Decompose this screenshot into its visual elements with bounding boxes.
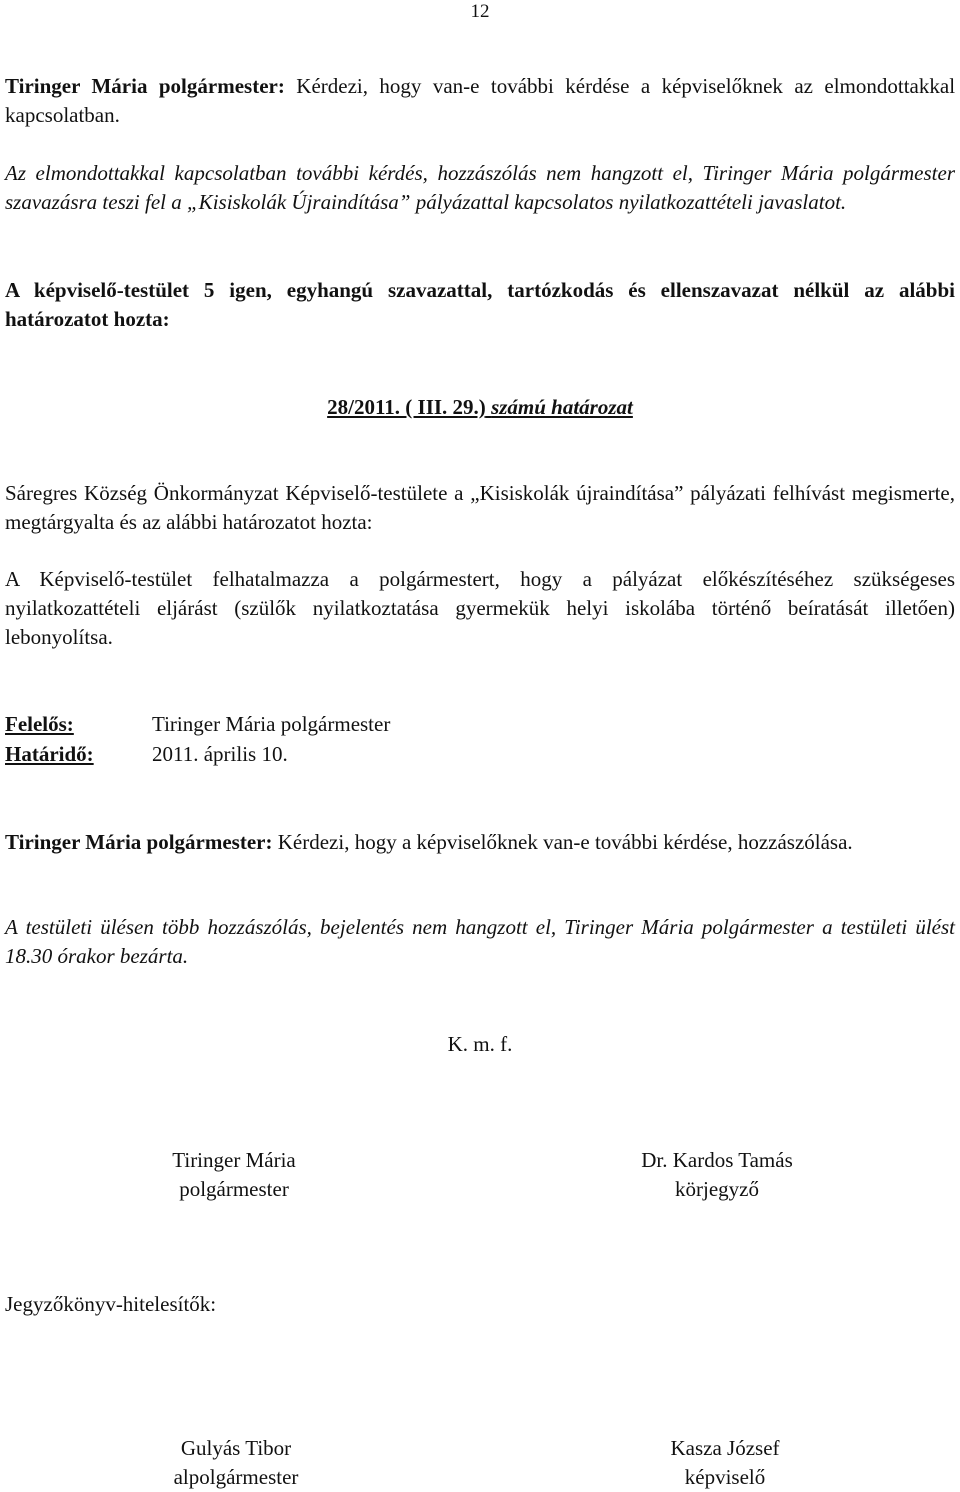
resolution-suffix: számú határozat [491, 395, 633, 419]
signature-notary [567, 1146, 867, 1204]
paragraph-resolution-intro: Sáregres Község Önkormányzat Képviselő-testülete a „Kisiskolák újraindítása” pályázati felhívást megismerte, megtárgyalta és az alábbi határozatot hozta: [5, 481, 955, 534]
resolution-number: 28/2011. ( III. 29.) [327, 395, 486, 419]
signature-mayor [84, 1146, 384, 1204]
responsible-value: Tiringer Mária polgármester [152, 712, 391, 736]
signature-deputy-mayor [86, 1434, 386, 1492]
speaker-name: Tiringer Mária polgármester: [5, 74, 285, 98]
speaker-name: Tiringer Mária polgármester: [5, 830, 273, 854]
kmf-label: K. m. f. [447, 1032, 513, 1056]
signature-role: polgármester [179, 1177, 289, 1201]
page-number: 12 [470, 1, 490, 22]
resolution-title [0, 393, 960, 422]
paragraph-meeting-closed: A testületi ülésen több hozzászólás, bejelentés nem hangzott el, Tiringer Mária polgármester a testületi ülést 18.30 órakor bezárta. [5, 915, 955, 968]
paragraph-vote-result: A képviselő-testület 5 igen, egyhangú szavazattal, tartózkodás és ellenszavazat nélkül az alábbi határozatot hozta: [5, 278, 955, 331]
responsible-label: Felelős: [5, 712, 74, 736]
signature-role: képviselő [684, 1465, 766, 1489]
signature-name: Gulyás Tibor [180, 1436, 292, 1460]
signature-name: Kasza József [670, 1436, 780, 1460]
deadline-label: Határidő: [5, 742, 94, 766]
paragraph-mayor-question [5, 72, 955, 130]
paragraph-vote-proposal: Az elmondottakkal kapcsolatban további kérdés, hozzászólás nem hangzott el, Tiringer Mária polgármester szavazásra teszi fel a „Kisiskolák Újraindítása” pályázattal kapcsolatos nyilatkozattételi javaslatot. [5, 161, 955, 214]
signature-role: alpolgármester [173, 1465, 299, 1489]
signature-name: Dr. Kardos Tamás [641, 1148, 793, 1172]
signature-name: Tiringer Mária [172, 1148, 296, 1172]
paragraph-resolution-body: A Képviselő-testület felhatalmazza a polgármestert, hogy a pályázat előkészítéséhez szükségeses nyilatkozattételi eljárást (szülők nyilatkoztatása gyermekük helyi iskolába történő beíratását illetően) lebonyolítsa. [5, 567, 955, 649]
paragraph-text: Kérdezi, hogy van-e további kérdése a képviselőknek az elmondottakkal kapcsolatban. [5, 74, 956, 127]
signature-representative [575, 1434, 875, 1492]
paragraph-text: Kérdezi, hogy a képviselőknek van-e további kérdése, hozzászólása. [277, 830, 853, 854]
paragraph-mayor-final-question [5, 828, 955, 857]
authenticators-label: Jegyzőkönyv-hitelesítők: [5, 1292, 217, 1316]
deadline-value: 2011. április 10. [152, 742, 288, 766]
signature-role: körjegyző [675, 1177, 759, 1201]
